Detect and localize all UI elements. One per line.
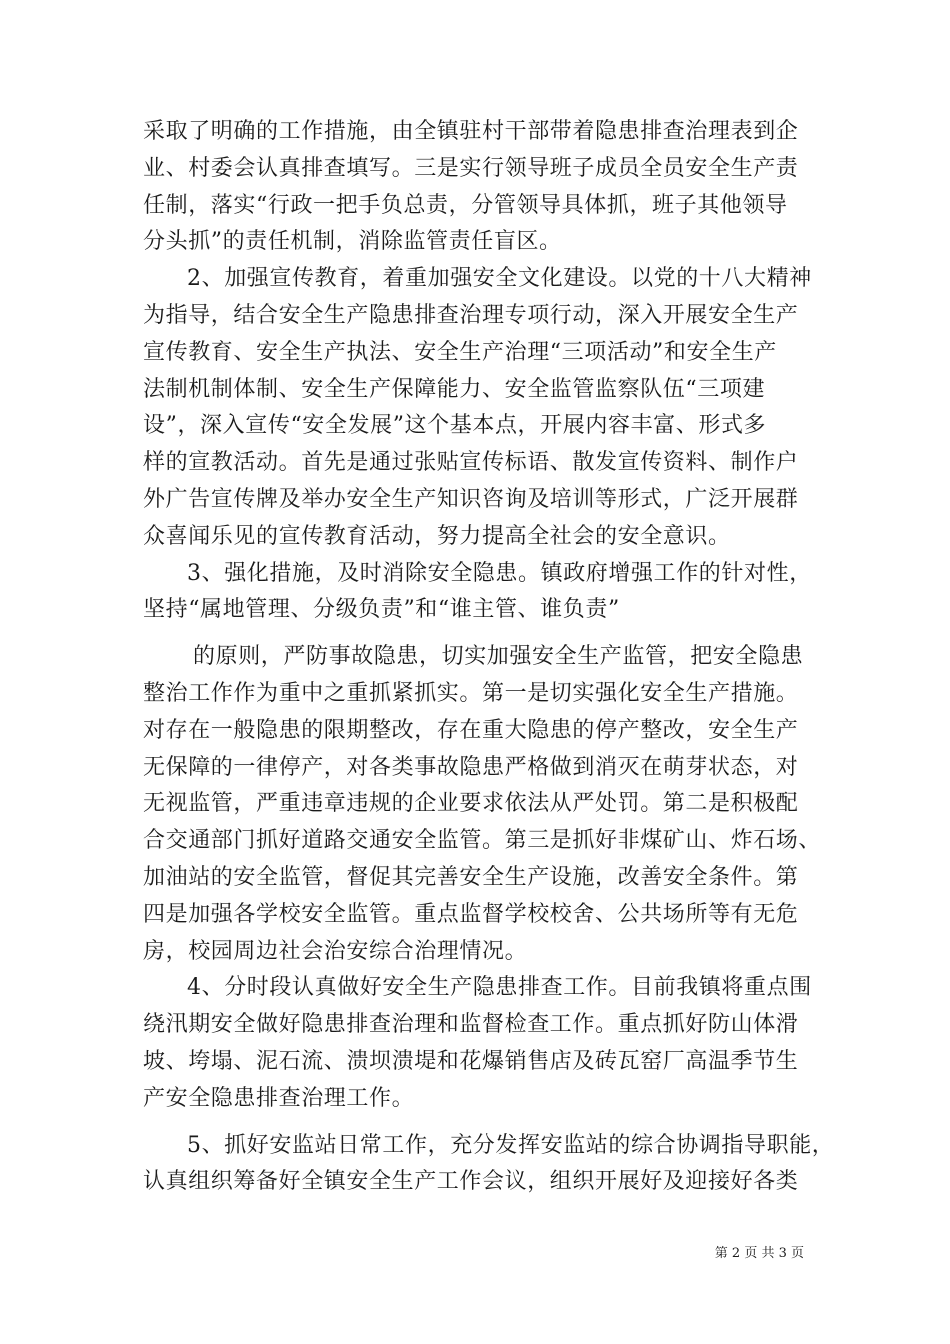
text-line: 分头抓”的责任机制，消除监管责任盲区。 [143, 229, 562, 255]
paragraph-gap [143, 1118, 833, 1128]
text-line: 的原则，严防事故隐患，切实加强安全生产监管，把安全隐患 [193, 644, 804, 670]
text-line: 任制，落实“行政一把手负总责，分管领导具体抓，班子其他领导 [143, 192, 788, 218]
paragraph-3-start: 3、强化措施，及时消除安全隐患。镇政府增强工作的针对性， [187, 560, 812, 586]
text-line: 加油站的安全监管，督促其完善安全生产设施，改善安全条件。第 [143, 864, 799, 890]
page-number: 第 2 页 共 3 页 [714, 1246, 804, 1261]
text-line: 整治工作作为重中之重抓紧抓实。第一是切实强化安全生产措施。 [143, 680, 799, 706]
text-line: 四是加强各学校安全监管。重点监督学校校舍、公共场所等有无危 [143, 901, 799, 927]
document-body [143, 114, 833, 1201]
paragraph-2-start: 2、加强宣传教育，着重加强安全文化建设。以党的十八大精神 [187, 266, 812, 292]
text-line: 外广告宣传牌及举办安全生产知识咨询及培训等形式，广泛开展群 [143, 486, 799, 512]
text-line: 众喜闻乐见的宣传教育活动，努力提高全社会的安全意识。 [143, 523, 731, 549]
text-line: 对存在一般隐患的限期整改，存在重大隐患的停产整改，安全生产 [143, 717, 799, 743]
text-line: 宣传教育、安全生产执法、安全生产治理“三项活动”和安全生产 [143, 339, 777, 365]
text-line: 业、村委会认真排查填写。三是实行领导班子成员全员安全生产责 [143, 155, 799, 181]
text-line: 认真组织筹备好全镇安全生产工作会议，组织开展好及迎接好各类 [143, 1169, 799, 1195]
text-line: 法制机制体制、安全生产保障能力、安全监管监察队伍“三项建 [143, 376, 766, 402]
text-line: 为指导，结合安全生产隐患排查治理专项行动，深入开展安全生产 [143, 302, 799, 328]
text-line: 无视监管，严重违章违规的企业要求依法从严处罚。第二是积极配 [143, 791, 799, 817]
text-line: 采取了明确的工作措施，由全镇驻村干部带着隐患排查治理表到企 [143, 119, 799, 144]
paragraph-4-start: 4、分时段认真做好安全生产隐患排查工作。目前我镇将重点围 [187, 975, 812, 1001]
text-line: 无保障的一律停产，对各类事故隐患严格做到消灭在萌芽状态，对 [143, 754, 799, 780]
text-line: 坡、垮塌、泥石流、溃坝溃堤和花爆销售店及砖瓦窑厂高温季节生 [143, 1048, 799, 1074]
text-line: 坚持“属地管理、分级负责”和“谁主管、谁负责” [143, 597, 620, 623]
text-line: 产安全隐患排查治理工作。 [143, 1085, 415, 1111]
paragraph-gap [143, 629, 833, 639]
text-line: 房，校园周边社会治安综合治理情况。 [143, 938, 528, 964]
text-line: 合交通部门抓好道路交通安全监管。第三是抓好非煤矿山、炸石场、 [143, 828, 822, 854]
text-line: 绕汛期安全做好隐患排查治理和监督检查工作。重点抓好防山体滑 [143, 1012, 799, 1038]
text-line: 样的宣教活动。首先是通过张贴宣传标语、散发宣传资料、制作户 [143, 450, 799, 476]
text-line: 设”，深入宣传“安全发展”这个基本点，开展内容丰富、形式多 [143, 413, 767, 439]
paragraph-5-start: 5、抓好安监站日常工作，充分发挥安监站的综合协调指导职能， [187, 1132, 835, 1158]
